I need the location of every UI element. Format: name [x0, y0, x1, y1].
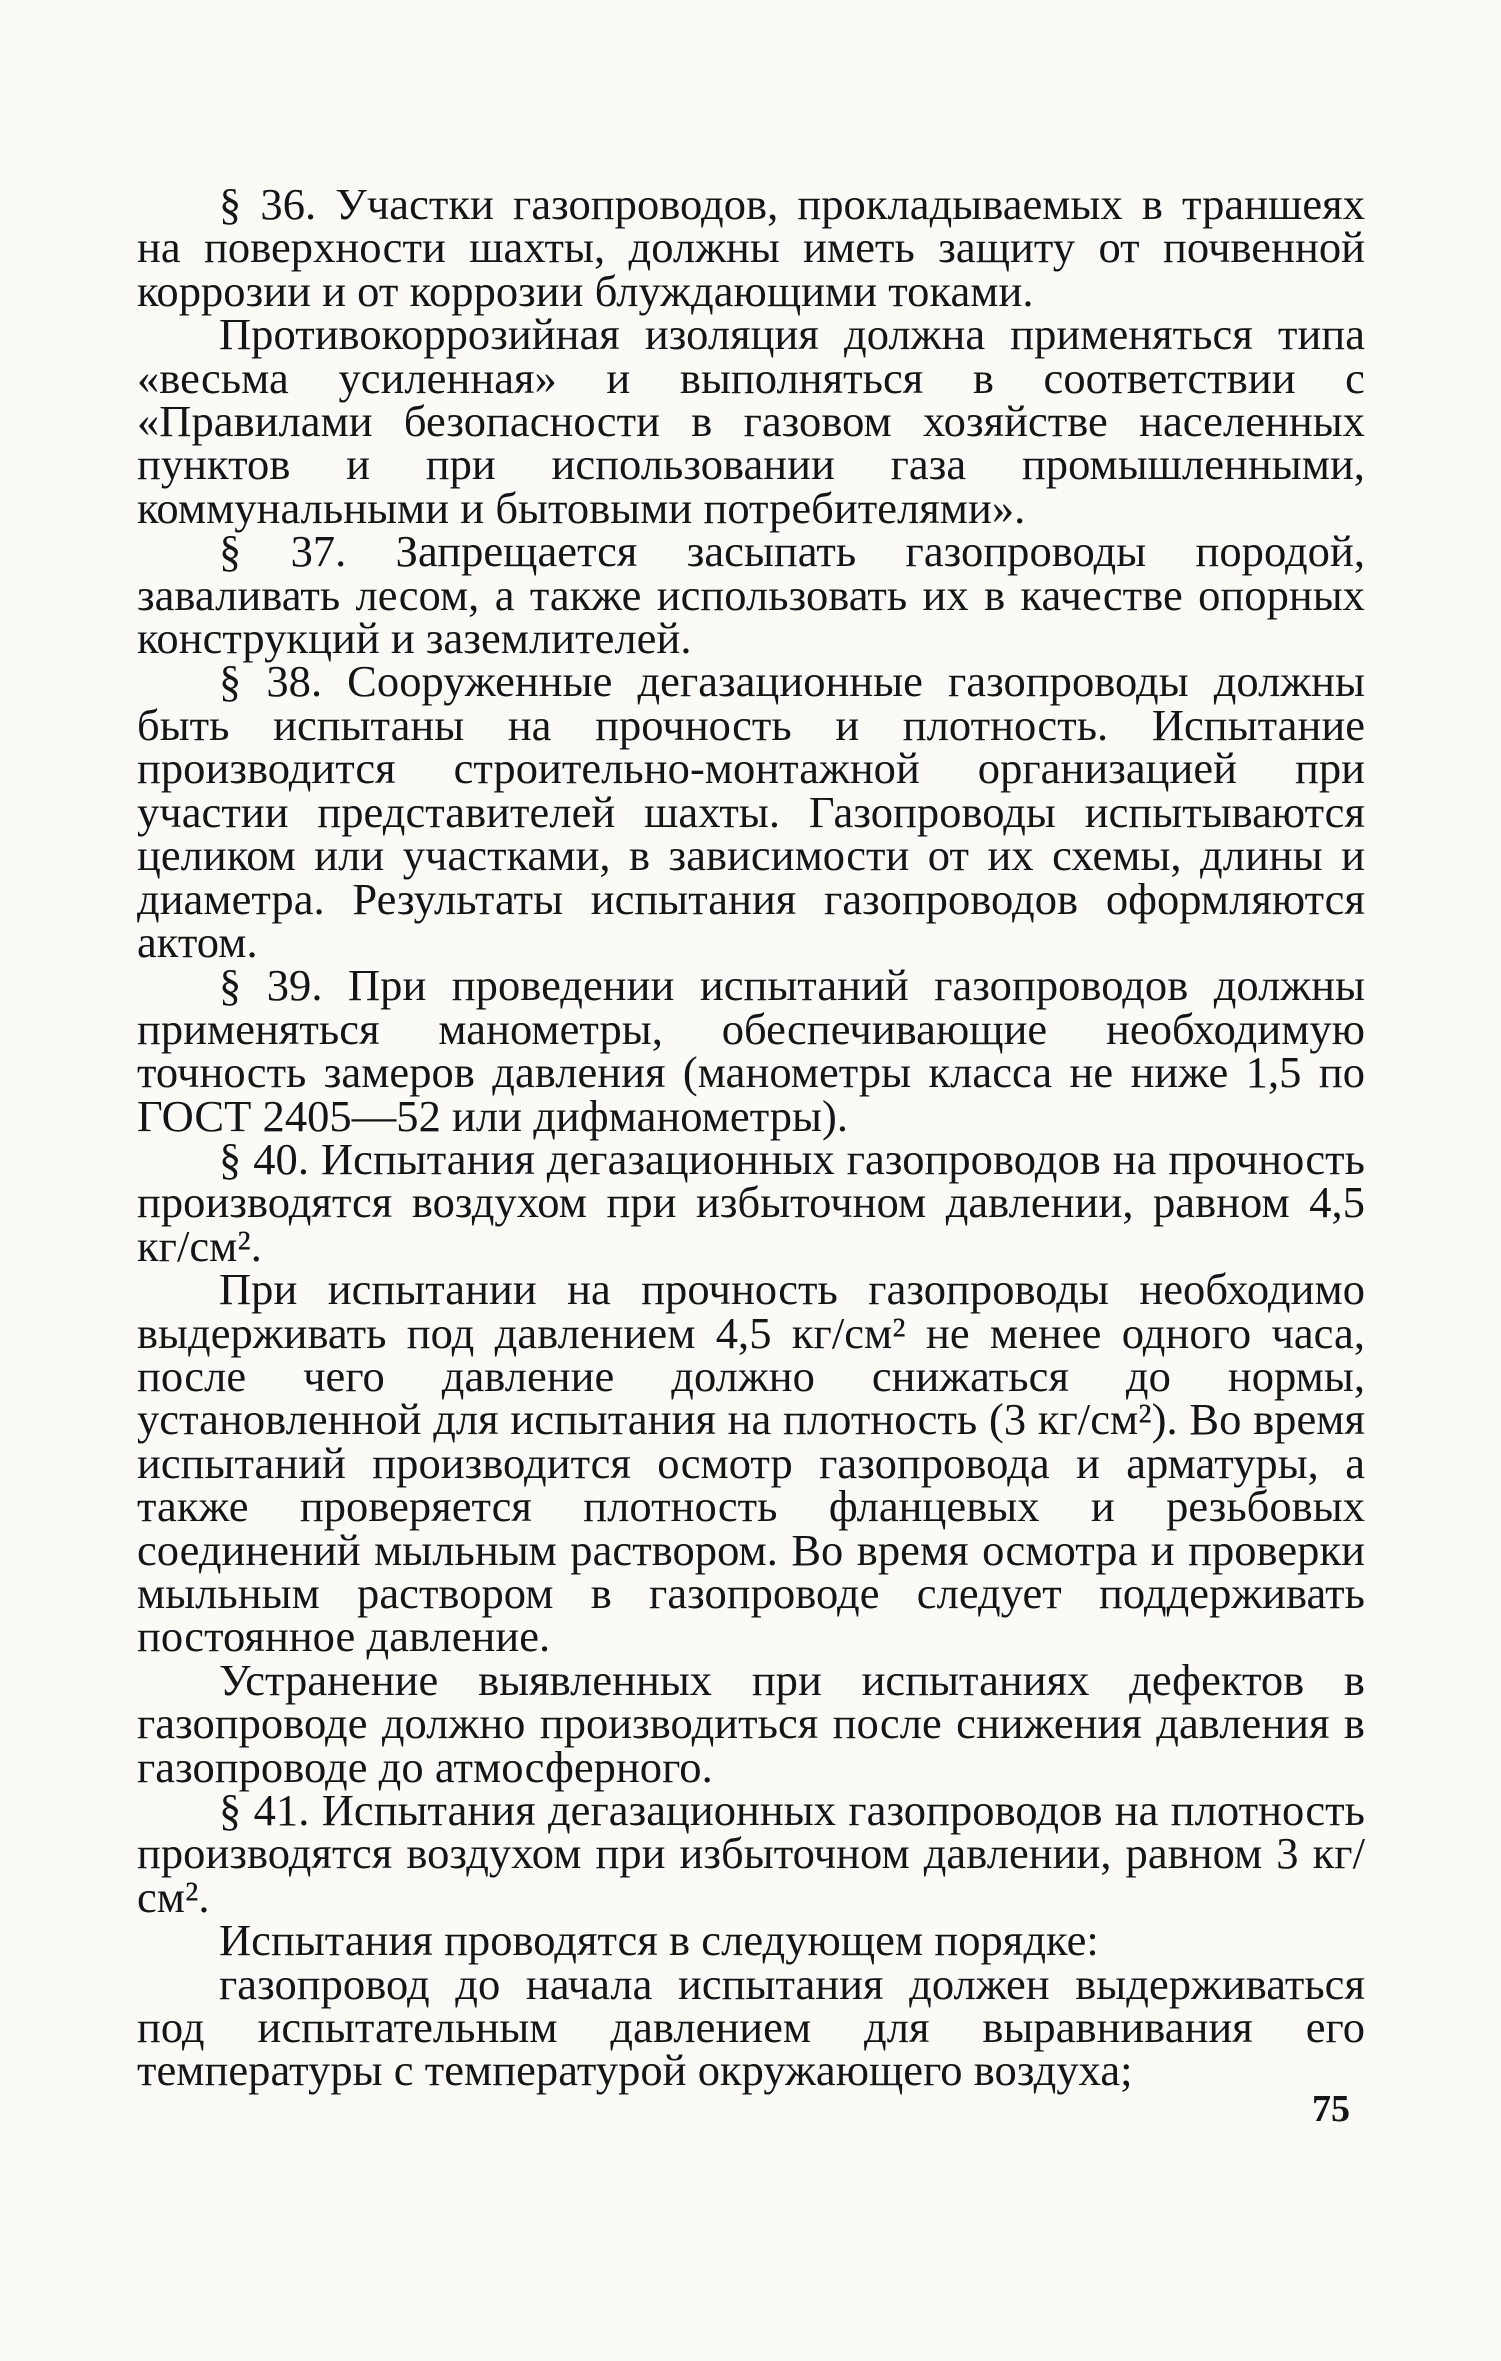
paragraph-40: § 40. Испытания дегазационных газопроводов на прочность производятся воздухом при избыточном давлении, равном 4,5 кг/см². [137, 1133, 1365, 1271]
paragraph-strength-test: При испытании на прочность газопроводы необходимо выдерживать под давлением 4,5 кг/см² не менее одного часа, после чего давление должно снижаться до нормы, установленной для испытания на плотность (3 кг/см²). Во время испытаний производится осмотр газопровода и арматуры, а также проверяется плотность фланцевых и резьбовых соединений мыльным раствором. Во время осмотра и проверки мыльным раствором в газопроводе следует поддерживать постоянное давление. [137, 1264, 1365, 1662]
paragraph-37: § 37. Запрещается засыпать газопроводы породой, заваливать лесом, а также использовать их в качестве опорных конструкций и заземлителей. [137, 526, 1365, 664]
paragraph-36: § 36. Участки газопроводов, прокладываемых в траншеях на поверхности шахты, должны иметь защиту от почвенной коррозии и от коррозии блуждающими токами. [137, 179, 1365, 316]
paragraph-order: Испытания проводятся в следующем порядке: [219, 1915, 1099, 1966]
paragraph-defects: Устранение выявленных при испытаниях дефектов в газопроводе должно производиться после снижения давления в газопроводе до атмосферного. [137, 1654, 1365, 1792]
paragraph-41: § 41. Испытания дегазационных газопроводов на плотность производятся воздухом при избыточном давлении, равном 3 кг/см². [137, 1785, 1365, 1922]
paragraph-39: § 39. При проведении испытаний газопроводов должны применяться манометры, обеспечивающие необходимую точность замеров давления (манометры класса не ниже 1,5 по ГОСТ 2405—52 или дифманометры). [137, 960, 1365, 1141]
page-number: 75 [1312, 2088, 1350, 2130]
paragraph-temperature: газопровод до начала испытания должен выдерживаться под испытательным давлением для выравнивания его температуры с температурой окружающего воздуха; [137, 1958, 1365, 2096]
paragraph-anticorrosion: Противокоррозийная изоляция должна применяться типа «весьма усиленная» и выполняться в соответствии с «Правилами безопасности в газовом хозяйстве населенных пунктов и при использовании газа промышленными, коммунальными и бытовыми потребителями». [137, 309, 1365, 533]
main-text [137, 179, 1365, 2096]
paragraph-38: § 38. Сооруженные дегазационные газопроводы должны быть испытаны на прочность и плотность. Испытание производится строительно-монтажной организацией при участии представителей шахты. Газопроводы испытываются целиком или участками, в зависимости от их схемы, длины и диаметра. Результаты испытания газопроводов оформляются актом. [137, 656, 1365, 967]
